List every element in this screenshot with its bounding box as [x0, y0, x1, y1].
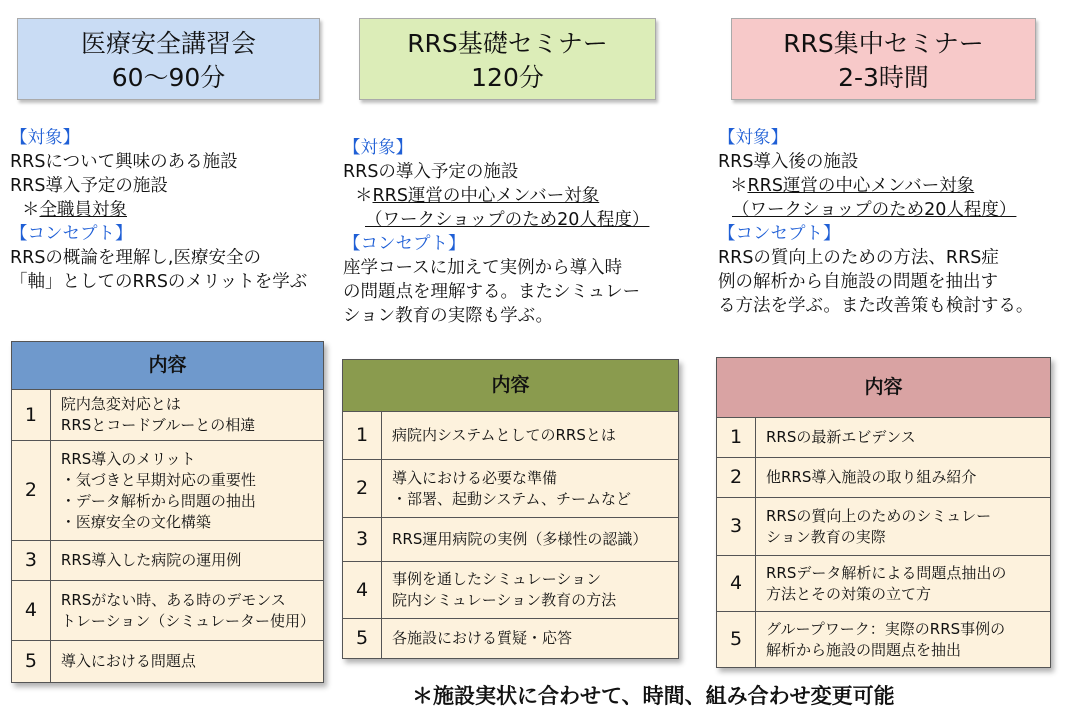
row-line: ・部署、起動システム、チームなど [392, 489, 631, 508]
row-line: トレーション（シミュレーター使用） [60, 611, 315, 630]
row-line: 導入における問題点 [60, 652, 196, 670]
header-box-basic-seminar [359, 18, 656, 100]
target-note-text: RRS運営の中心メンバー対象 [747, 176, 975, 196]
row-line: RRS運用病院の実例（多様性の認識） [392, 530, 648, 548]
concept-line: RRSの概論を理解し,医療安全の [10, 248, 261, 268]
target-tag: 【対象】 [718, 128, 788, 148]
row-number: 5 [717, 612, 756, 668]
description-intensive-seminar [718, 126, 1033, 318]
row-line: 解析から施設の問題点を抽出 [766, 640, 962, 659]
target-line: RRSの導入予定の施設 [343, 162, 519, 182]
row-text [756, 458, 1051, 498]
row-number: 4 [717, 556, 756, 612]
header-box-intensive-seminar [731, 18, 1036, 100]
header-title: RRS基礎セミナー [407, 29, 608, 58]
concept-tag: 【コンセプト】 [10, 224, 133, 244]
header-duration: 2-3時間 [838, 63, 929, 92]
row-number: 2 [343, 460, 382, 518]
row-text [756, 556, 1051, 612]
table-row [717, 498, 1051, 556]
target-line: RRS導入後の施設 [718, 152, 859, 172]
concept-line: の問題点を理解する。またシミュレー [343, 282, 641, 302]
footnote: ＊施設実状に合わせて、時間、組み合わせ変更可能 [412, 684, 895, 708]
header-title: 医療安全講習会 [80, 29, 256, 58]
row-number: 4 [343, 562, 382, 619]
row-text [382, 562, 679, 619]
row-number: 4 [12, 581, 51, 641]
concept-line: ション教育の実際も学ぶ。 [343, 306, 553, 326]
row-line: ・気づきと早期対応の重要性 [60, 470, 256, 489]
contents-header: 内容 [12, 342, 324, 390]
row-number: 5 [12, 641, 51, 683]
concept-line: 「軸」としてのRRSのメリットを学ぶ [10, 272, 308, 292]
concept-line: る方法を学ぶ。また改善策も検討する。 [718, 296, 1034, 316]
table-row [717, 556, 1051, 612]
table-row [12, 441, 324, 541]
row-text [50, 581, 323, 641]
row-line: ・データ解析から問題の抽出 [60, 491, 256, 510]
row-text [50, 390, 323, 441]
row-number: 1 [717, 418, 756, 458]
row-number: 3 [717, 498, 756, 556]
contents-header: 内容 [343, 360, 679, 412]
row-line: 病院内システムとしてのRRSとは [392, 426, 616, 444]
row-line: 他RRS導入施設の取り組み紹介 [766, 468, 977, 486]
contents-header: 内容 [717, 358, 1051, 418]
asterisk: ＊ [22, 200, 40, 220]
header-duration: 120分 [471, 63, 544, 92]
row-number: 2 [12, 441, 51, 541]
target-line: RRS導入予定の施設 [10, 176, 168, 196]
table-row [717, 612, 1051, 668]
asterisk: ＊ [730, 176, 748, 196]
row-number: 1 [343, 412, 382, 460]
concept-line: 例の解析から自施設の問題を抽出す [718, 272, 998, 292]
row-line: RRSがない時、ある時のデモンス [60, 590, 286, 609]
asterisk: ＊ [355, 186, 373, 206]
target-note-sub: （ワークショップのため20人程度） [732, 200, 1017, 220]
target-note [343, 184, 649, 208]
row-text [382, 412, 679, 460]
target-note [10, 198, 307, 222]
concept-line: RRSの質向上のための方法、RRS症 [718, 248, 999, 268]
row-text [756, 498, 1051, 556]
row-line: ション教育の実際 [766, 527, 886, 546]
table-row [343, 562, 679, 619]
row-number: 1 [12, 390, 51, 441]
row-text [50, 641, 323, 683]
row-number: 2 [717, 458, 756, 498]
row-line: グループワーク：実際のRRS事例の [766, 619, 1006, 638]
contents-table-basic-seminar [342, 359, 679, 659]
description-safety-lecture [10, 126, 307, 294]
header-duration: 60〜90分 [111, 63, 226, 92]
row-text [756, 612, 1051, 668]
table-row [12, 541, 324, 581]
row-line: 方法とその対策の立て方 [766, 584, 932, 603]
table-row [343, 412, 679, 460]
header-box-safety-lecture [17, 18, 320, 100]
table-row [717, 458, 1051, 498]
target-note-text: 全職員対象 [39, 200, 127, 220]
row-number: 3 [343, 518, 382, 562]
table-row [343, 518, 679, 562]
row-line: RRSデータ解析による問題点抽出の [766, 563, 1007, 582]
row-number: 3 [12, 541, 51, 581]
target-tag: 【対象】 [10, 128, 80, 148]
row-line: RRS導入した病院の運用例 [60, 551, 242, 569]
row-line: RRSとコードブルーとの相違 [60, 416, 256, 434]
row-text [382, 460, 679, 518]
target-note-text: RRS運営の中心メンバー対象 [372, 186, 600, 206]
concept-line: 座学コースに加えて実例から導入時 [343, 258, 623, 278]
row-line: 院内急変対応とは [60, 395, 181, 413]
row-line: 院内シミュレーション教育の方法 [392, 591, 617, 609]
row-line: RRSの最新エビデンス [766, 428, 916, 446]
row-line: RRSの質向上のためのシミュレー [766, 506, 992, 525]
row-line: ・医療安全の文化構築 [60, 512, 211, 531]
table-row [12, 581, 324, 641]
contents-table-intensive-seminar [716, 357, 1051, 668]
row-line: RRS導入のメリット [60, 449, 196, 468]
table-row [343, 619, 679, 659]
row-text [50, 541, 323, 581]
table-row [12, 390, 324, 441]
row-line: 各施設における質疑・応答 [392, 629, 573, 647]
description-basic-seminar [343, 136, 649, 328]
row-text [382, 518, 679, 562]
concept-tag: 【コンセプト】 [343, 234, 466, 254]
contents-table-safety-lecture [11, 341, 324, 683]
row-text [50, 441, 323, 541]
target-tag: 【対象】 [343, 138, 413, 158]
table-row [343, 460, 679, 518]
header-title: RRS集中セミナー [783, 29, 984, 58]
row-text [382, 619, 679, 659]
table-row [12, 641, 324, 683]
target-line: RRSについて興味のある施設 [10, 152, 238, 172]
table-row [717, 418, 1051, 458]
row-line: 導入における必要な準備 [392, 468, 558, 487]
row-text [756, 418, 1051, 458]
target-note [718, 174, 1033, 198]
row-number: 5 [343, 619, 382, 659]
row-line: 事例を通したシミュレーション [392, 570, 602, 588]
target-note-sub: （ワークショップのため20人程度） [365, 210, 650, 230]
concept-tag: 【コンセプト】 [718, 224, 841, 244]
